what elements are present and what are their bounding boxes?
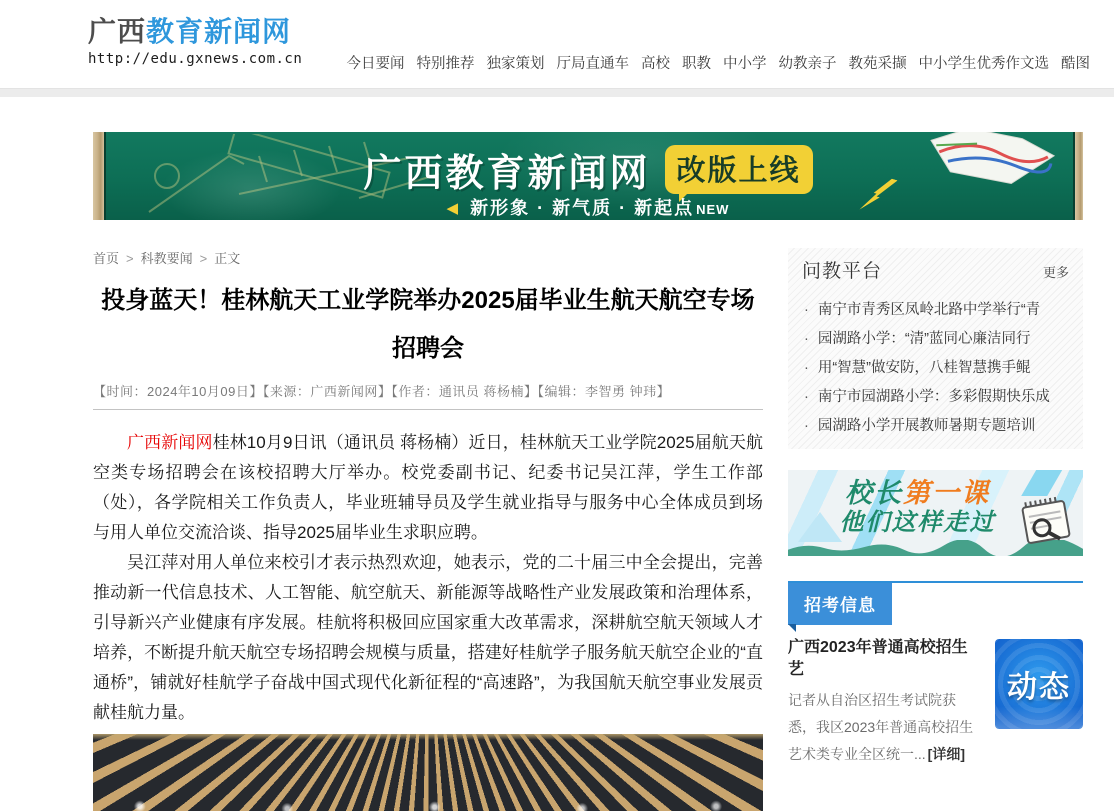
more-link[interactable]: 更多 (1042, 265, 1069, 280)
qa-item-link[interactable]: 园湖路小学开展教师暑期专题培训 (817, 418, 1036, 434)
bullet-icon: · (804, 389, 809, 405)
qa-item-link[interactable]: 用“智慧”做安防，八桂智慧携手鲲 (817, 360, 1031, 376)
breadcrumb-link[interactable]: 首页 (93, 251, 120, 266)
banner-title: 广西教育新闻网 (363, 153, 651, 195)
main-nav (347, 52, 1091, 73)
article-column (93, 248, 763, 811)
banner-tagline: 新形象 · 新气质 · 新起点 (470, 198, 695, 218)
paragraph-text: 桂林10月9日讯（通讯员 蒋杨楠）近日，桂林航天工业学院2025届航天航空类专场招聘会在该校招聘大厅举办。校党委副书记、纪委书记吴江萍，学生工作部（处），各学院相关工作负责人，毕业班辅导员及学生就业指导与服务中心全体成员到场与用人单位交流洽谈、指导2025届毕业生求职应聘。 (93, 433, 764, 542)
meta-divider (93, 409, 763, 410)
nav-item[interactable]: 独家策划 (486, 56, 545, 72)
promo-banner[interactable] (93, 132, 1083, 220)
article-photo-ceiling (93, 734, 763, 811)
nav-item[interactable]: 厅局直通车 (556, 56, 629, 72)
source-link[interactable]: 广西新闻网 (127, 433, 213, 452)
qa-list-item[interactable] (802, 383, 1069, 412)
qa-platform-header (802, 256, 1069, 283)
banner2-line2: 他们这样走过 (839, 509, 996, 536)
banner2-line1-green: 校长 (845, 478, 903, 508)
admission-info-tab: 招考信息 (788, 583, 892, 625)
sidebar (788, 248, 1083, 811)
qa-list (802, 296, 1069, 441)
thumb-label: 动态 (1007, 671, 1071, 704)
nav-item[interactable]: 职教 (682, 56, 711, 72)
nav-item[interactable]: 今日要闻 (346, 56, 405, 72)
breadcrumb (93, 248, 763, 267)
admission-item-desc (788, 687, 981, 768)
bullet-icon: · (804, 418, 809, 434)
left-triangle-icon: ◀ (446, 200, 461, 217)
article-title: 投身蓝天！桂林航天工业学院举办2025届毕业生航天航空专场招聘会 (101, 287, 755, 362)
breadcrumb-item (93, 251, 141, 266)
breadcrumb-separator: > (126, 251, 134, 266)
principal-banner-text (788, 478, 1047, 538)
qa-list-item[interactable] (802, 412, 1069, 441)
breadcrumb-item (214, 251, 240, 266)
article-body (93, 428, 763, 728)
breadcrumb-link[interactable]: 科教要闻 (140, 251, 193, 266)
admission-item (788, 637, 1083, 768)
banner-new-tag: NEW (696, 202, 730, 217)
nav-item[interactable]: 中小学 (723, 56, 767, 72)
article-paragraph (93, 428, 763, 548)
breadcrumb-link[interactable]: 正文 (214, 251, 241, 266)
qa-list-item[interactable] (802, 354, 1069, 383)
admission-item-title[interactable]: 广西2023年普通高校招生艺 (788, 639, 968, 678)
site-url: http://edu.gxnews.com.cn (88, 51, 303, 67)
site-header (0, 0, 1114, 88)
detail-link[interactable]: [详细] (927, 746, 965, 762)
nav-item[interactable]: 中小学生优秀作文选 (918, 56, 1049, 72)
breadcrumb-separator: > (199, 251, 208, 266)
site-logo[interactable] (88, 16, 302, 67)
logo-text (88, 16, 302, 48)
admission-item-summary: 记者从自治区招生考试院获悉，我区2023年普通高校招生艺术类专业全区统一... (788, 692, 974, 762)
breadcrumb-item (141, 251, 215, 266)
bullet-icon: · (804, 360, 809, 376)
nav-item[interactable]: 高校 (641, 56, 670, 72)
nav-item[interactable]: 教苑采撷 (848, 56, 907, 72)
nav-item[interactable]: 幼教亲子 (778, 56, 837, 72)
principal-class-banner[interactable] (788, 470, 1083, 556)
article-meta: 【时间：2024年10月09日】【来源：广西新闻网】【作者：通讯员 蒋杨楠】【编辑：李智勇 钟玮】 (93, 384, 671, 399)
banner2-line1-orange: 第一课 (903, 478, 990, 508)
admission-thumb[interactable] (995, 639, 1083, 729)
bullet-icon: · (804, 331, 809, 347)
qa-item-link[interactable]: 南宁市青秀区凤岭北路中学举行“青 (817, 302, 1041, 318)
notebook-magnifier-icon (1017, 496, 1075, 548)
admission-item-text-col (788, 637, 981, 768)
nav-item[interactable]: 酷图 (1061, 56, 1090, 72)
qa-item-link[interactable]: 园湖路小学：“清”蓝同心廉洁同行 (817, 331, 1031, 347)
article-paragraph: 吴江萍对用人单位来校引才表示热烈欢迎，她表示，党的二十届三中全会提出，完善推动新一代信息技术、人工智能、航空航天、新能源等战略性产业发展政策和治理体系，引导新兴产业健康有序发展。桂航将积极回应国家重大改革需求，深耕航空航天领域人才培养，不断提升航天航空专场招聘会规模与质量，搭建好桂航学子服务航天航空企业的“直通桥”，铺就好桂航学子奋战中国式现代化新征程的“高速路”，为我国航天航空事业发展贡献桂航力量。 (93, 553, 763, 722)
content-wrapper (93, 132, 1083, 811)
admission-info-box (788, 581, 1083, 768)
header-divider (0, 88, 1114, 97)
nav-item[interactable]: 特别推荐 (416, 56, 475, 72)
logo-text-prefix: 广西 (88, 16, 147, 47)
qa-list-item[interactable] (802, 296, 1069, 325)
qa-item-link[interactable]: 南宁市园湖路小学：多彩假期快乐成 (817, 389, 1050, 405)
bullet-icon: · (804, 302, 809, 318)
logo-text-main: 教育新闻网 (146, 16, 292, 47)
banner-tagline-row (93, 194, 1083, 220)
banner-badge: 改版上线 (665, 145, 813, 194)
qa-platform-title: 问教平台 (802, 261, 883, 282)
qa-platform-box (788, 248, 1083, 449)
qa-list-item[interactable] (802, 325, 1069, 354)
